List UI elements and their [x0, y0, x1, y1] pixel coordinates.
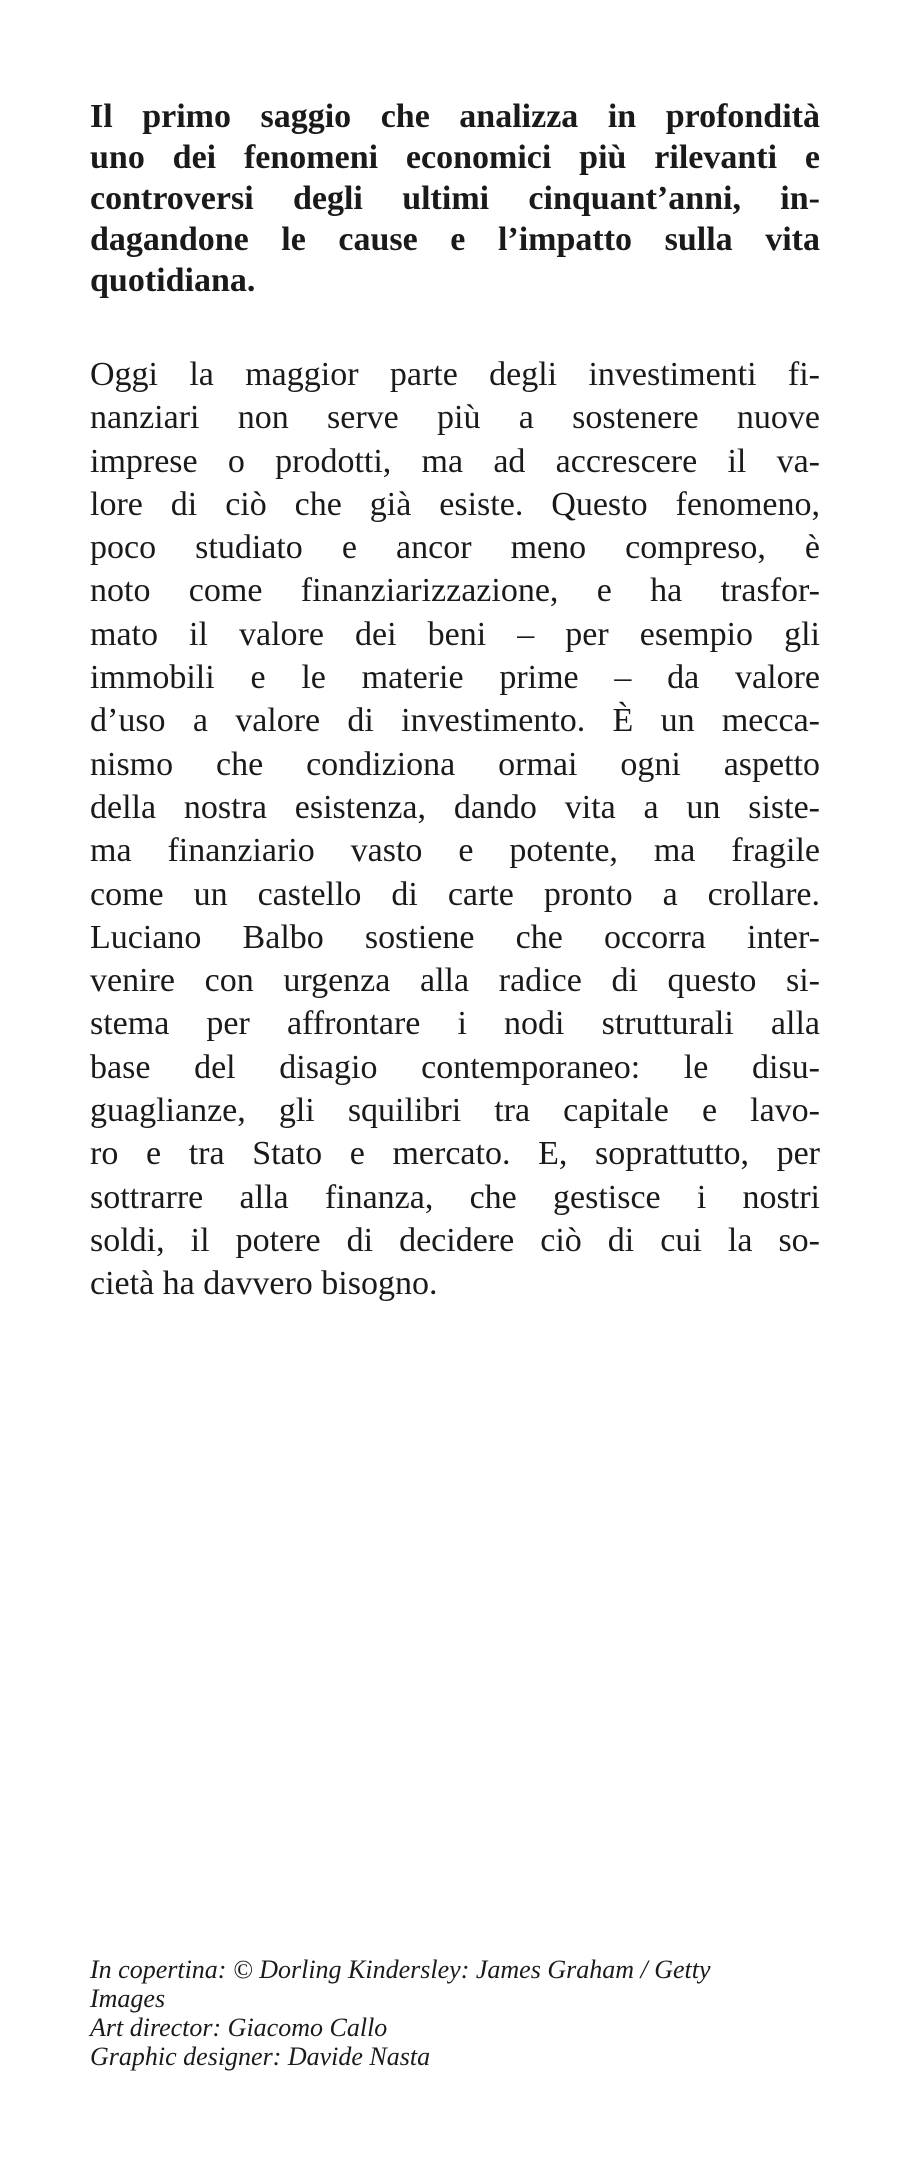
art-director-credit: Art director: Giacomo Callo — [90, 2013, 388, 2042]
body-line: noto come finanziarizzazione, e ha trasfor- — [90, 572, 820, 610]
body-line: sottrarre alla finanza, che gestisce i nostri — [90, 1178, 820, 1216]
body-line: della nostra esistenza, dando vita a un siste- — [90, 788, 820, 826]
body-line: cietà ha davvero bisogno. — [90, 1265, 438, 1303]
body-line: stema per affrontare i nodi strutturali alla — [90, 1005, 820, 1043]
graphic-designer-credit: Graphic designer: Davide Nasta — [90, 2042, 431, 2071]
lead-line: Il primo saggio che analizza in profondità — [90, 98, 820, 135]
cover-image-credit-continued: Images — [90, 1984, 166, 2013]
body-line: Luciano Balbo sostiene che occorra inter- — [90, 918, 820, 956]
body-line: ro e tra Stato e mercato. E, soprattutto, per — [90, 1135, 820, 1173]
lead-line: quotidiana. — [90, 262, 256, 299]
body-paragraph — [90, 353, 820, 1306]
body-line: d’uso a valore di investimento. È un mecca- — [90, 702, 820, 740]
lead-line: dagandone le cause e l’impatto sulla vita — [90, 221, 820, 258]
body-line: base del disagio contemporaneo: le disu- — [90, 1048, 820, 1086]
cover-image-credit: In copertina: © Dorling Kindersley: James Graham / Getty — [90, 1955, 711, 1984]
body-line: Oggi la maggior parte degli investimenti fi- — [90, 356, 820, 393]
body-line: soldi, il potere di decidere ciò di cui la so- — [90, 1221, 820, 1259]
body-line: guaglianze, gli squilibri tra capitale e lavo- — [90, 1092, 820, 1130]
body-line: come un castello di carte pronto a crollare. — [90, 875, 820, 913]
body-line: mato il valore dei beni – per esempio gli — [90, 615, 820, 653]
lead-paragraph — [90, 96, 820, 301]
body-line: nanziari non serve più a sostenere nuove — [90, 399, 820, 437]
cover-credits — [90, 1955, 830, 2071]
lead-line: uno dei fenomeni economici più rilevanti e — [90, 139, 820, 176]
body-line: imprese o prodotti, ma ad accrescere il va- — [90, 442, 820, 480]
body-line: poco studiato e ancor meno compreso, è — [90, 529, 820, 567]
body-line: immobili e le materie prime – da valore — [90, 659, 820, 697]
body-line: nismo che condiziona ormai ogni aspetto — [90, 745, 820, 783]
body-line: venire con urgenza alla radice di questo si- — [90, 962, 820, 1000]
body-line: ma finanziario vasto e potente, ma fragile — [90, 832, 820, 870]
lead-line: controversi degli ultimi cinquant’anni, in- — [90, 180, 820, 217]
body-line: lore di ciò che già esiste. Questo fenomeno, — [90, 485, 820, 523]
